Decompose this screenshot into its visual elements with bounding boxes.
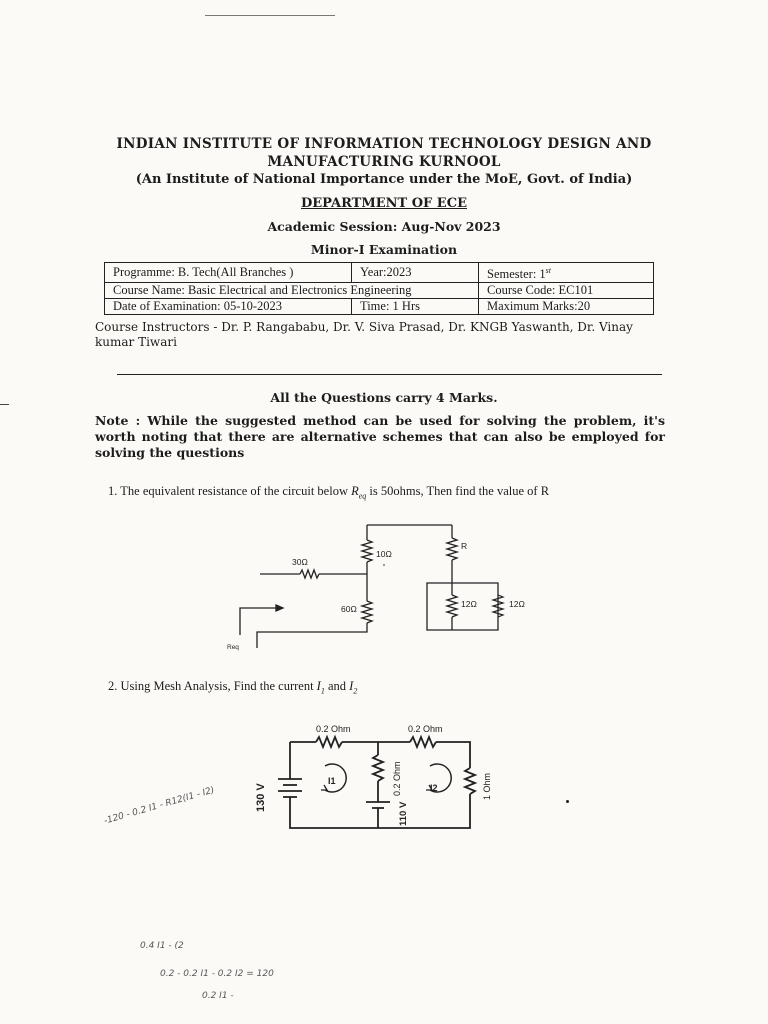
handwritten-note-3: 0.2 - 0.2 I1 - 0.2 I2 = 120 (160, 969, 274, 979)
table-row (105, 299, 654, 315)
label-12-ohm-b: 12Ω (509, 599, 525, 609)
label-v-mid: 110 V (398, 801, 409, 826)
marks-note: All the Questions carry 4 Marks. (270, 390, 498, 405)
handwritten-note-4: 0.2 I1 - (202, 991, 234, 1001)
label-i1: I1 (328, 776, 336, 786)
department-title: DEPARTMENT OF ECE (301, 196, 467, 211)
table-cell-max-marks: Maximum Marks:20 (479, 299, 654, 315)
label-r-top-left: 0.2 Ohm (316, 724, 351, 734)
label-i2: I2 (430, 783, 438, 793)
label-10-ohm: 10Ω (376, 549, 392, 559)
table-cell-course-name: Course Name: Basic Electrical and Electronics Engineering (105, 283, 479, 299)
label-12-ohm-a: 12Ω (461, 599, 477, 609)
table-cell-course-code: Course Code: EC101 (479, 283, 654, 299)
question-number: 2. (108, 679, 118, 693)
label-60-ohm: 60Ω (341, 604, 357, 614)
label-r: R (461, 541, 468, 551)
circuit-diagram-2 (250, 718, 510, 833)
question-1 (108, 484, 549, 501)
question-2 (108, 679, 357, 696)
table-cell-year: Year:2023 (352, 263, 479, 283)
table-cell-semester (479, 263, 654, 283)
table-row (105, 263, 654, 283)
table-cell-programme: Programme: B. Tech(All Branches ) (105, 263, 352, 283)
institute-name-line1: INDIAN INSTITUTE OF INFORMATION TECHNOLOGY DESIGN AND (116, 136, 652, 152)
dot (566, 800, 569, 803)
resistor-10-ohm (362, 540, 372, 562)
resistor-12-ohm-a (447, 595, 457, 617)
label-r-right: 1 Ohm (482, 772, 492, 800)
scan-top-line (205, 15, 335, 16)
table-cell-date: Date of Examination: 05-10-2023 (105, 299, 352, 315)
question-text: Using Mesh Analysis, Find the current $I_1$ and $I_2$ (120, 679, 358, 696)
divider (117, 374, 662, 375)
exam-info-table (104, 262, 654, 315)
table-row (105, 283, 654, 299)
label-r-mid: 0.2 Ohm (392, 761, 402, 796)
handwritten-note-1: -120 - 0.2 I1 - R12(I1 - I2) (103, 785, 216, 827)
semester-text: Semester: 1st (487, 266, 552, 282)
resistor-60-ohm (362, 601, 372, 623)
institute-name-line2: MANUFACTURING KURNOOL (267, 154, 501, 170)
handwritten-note-2: 0.4 I1 - (2 (140, 941, 184, 951)
resistor-1-ohm (465, 768, 475, 794)
resistor-30-ohm (300, 570, 319, 578)
label-req: Req (227, 644, 239, 651)
resistor-0-2-ohm-mid (373, 755, 383, 781)
solving-note: Note : While the suggested method can be used for solving the problem, it's worth noting that there are alternative schemes that can also be employed for solving the questions (95, 413, 665, 460)
question-number: 1. (108, 484, 118, 498)
course-instructors: Course Instructors - Dr. P. Rangababu, Dr. V. Siva Prasad, Dr. KNGB Yaswanth, Dr. Vinay kumar Tiwari (95, 320, 633, 349)
label-v-left: 130 V (255, 783, 267, 812)
circuit-diagram-1 (220, 515, 540, 660)
resistor-r (447, 538, 457, 560)
exam-title: Minor-I Examination (310, 242, 458, 257)
question-text: The equivalent resistance of the circuit below $R_{eq}$ is 50ohms, Then find the value of R (120, 484, 550, 501)
academic-session: Academic Session: Aug-Nov 2023 (267, 219, 501, 234)
label-30-ohm: 30Ω (292, 557, 308, 567)
label-r-top-right: 0.2 Ohm (408, 724, 443, 734)
table-cell-time: Time: 1 Hrs (352, 299, 479, 315)
resistor-0-2-ohm-right (410, 737, 436, 747)
institute-subtitle: (An Institute of National Importance under the MoE, Govt. of India) (135, 172, 633, 187)
institute-name (0, 135, 768, 171)
resistor-0-2-ohm-left (316, 737, 342, 747)
